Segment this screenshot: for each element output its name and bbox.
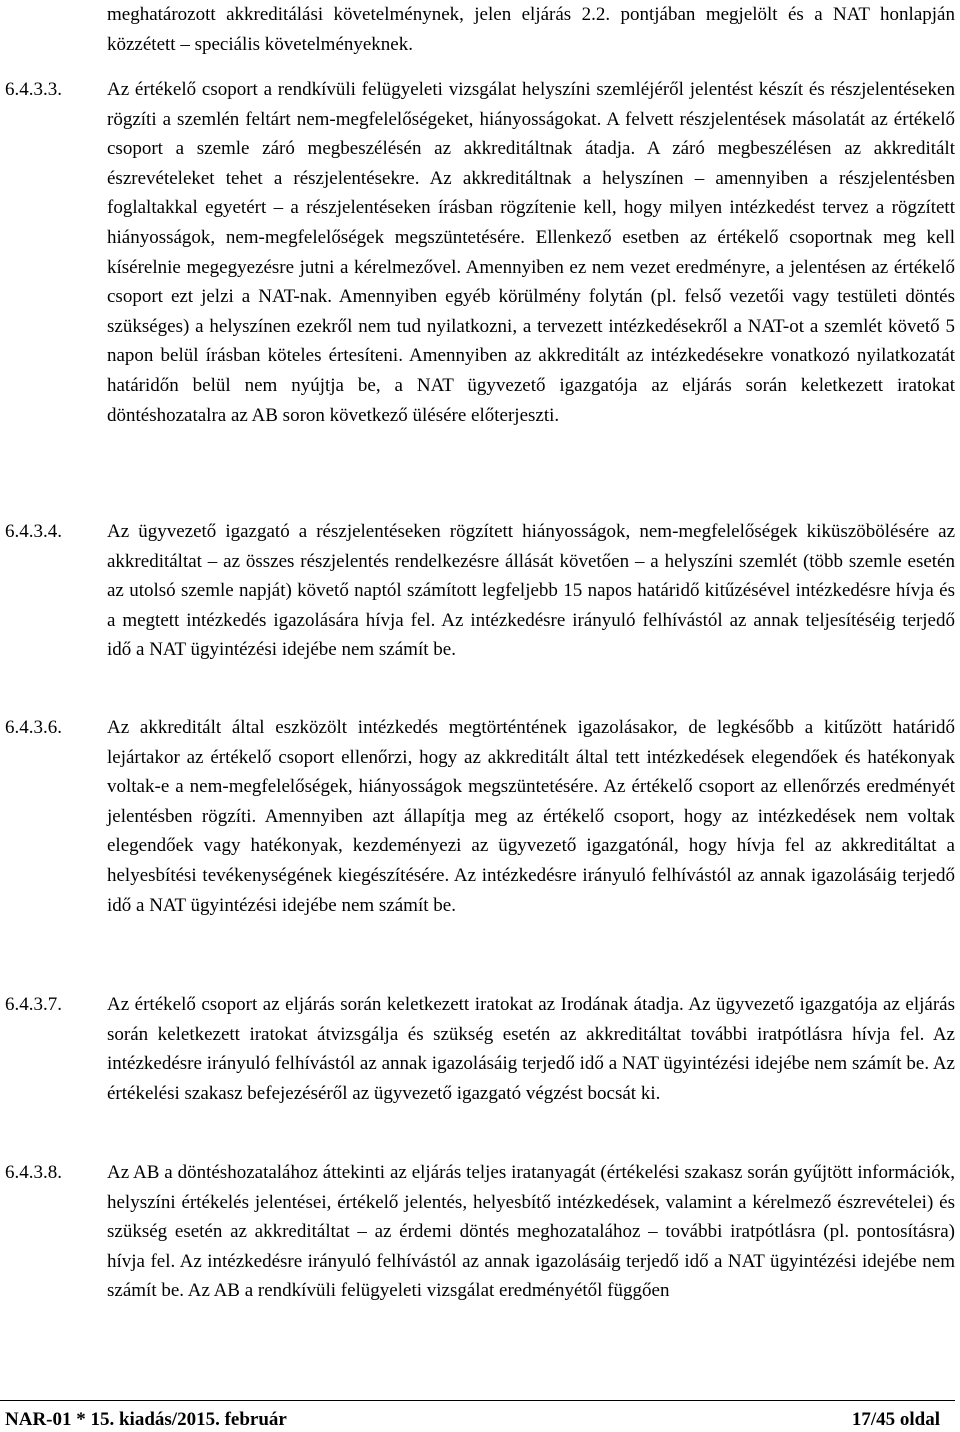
section-text: Az ügyvezető igazgató a részjelentéseken rögzített hiányosságok, nem-megfelelőségek kiküszöbölésére az akkreditáltat – az összes részjelentés rendelkezésre állását követően – a helyszíni szemlét (több szemle esetén az utolsó szemle napját) követő naptól számított legfeljebb 15 napos határidő kitűzésével intézkedésre hívja és a megtett intézkedés igazolására hívja fel. Az intézkedésre irányuló felhívástól az annak teljesítéséig terjedő idő a NAT ügyintézési idejébe nem számít be. [107,521,955,661]
footer-divider [0,1400,955,1401]
section-text: Az értékelő csoport a rendkívüli felügyeleti vizsgálat helyszíni szemléjéről jelentést készít és részjelentéseken rögzíti a szemlén feltárt nem-megfelelőségeket, hiányosságokat. A felvett részjelentések másolatát az értékelő csoport a szemle záró megbeszélésén az akkreditáltnak átadja. A záró megbeszélésen az akkreditált észrevételeket tehet a részjelentésekre. Az akkreditáltnak a helyszínen – amennyiben a részjelentésben foglaltakkal egyetért – a részjelentéseken írásban rögzítenie kell, hogy milyen intézkedést tervez a rögzített hiányosságok, nem-megfelelőségek megszüntetésére. Ellenkező esetben az értékelő csoportnak meg kell kísérelnie megegyezésre jutni a kérelmezővel. Amennyiben ez nem vezet eredményre, a jelentésen az értékelő csoport ezt jelzi a NAT-nak. Amennyiben egyéb körülmény folytán (pl. felső vezetői vagy testületi döntés szükséges) a helyszínen ezekről nem tud nyilatkozni, a tervezett intézkedésekről a NAT-ot a szemlét követő 5 napon belül írásban köteles értesíteni. Amennyiben az akkreditált az intézkedésekre vonatkozó nyilatkozatát határidőn belül nem nyújtja be, a NAT ügyvezető igazgatója az eljárás során keletkezett iratokat döntéshozatalra az AB soron következő ülésére előterjeszti. [107,79,955,426]
footer-document-id: NAR-01 * 15. kiadás/2015. február [5,1409,287,1430]
section-number: 6.4.3.7. [5,994,62,1015]
section-text: Az akkreditált által eszközölt intézkedés megtörténtének igazolásakor, de legkésőbb a kitűzött határidő lejártakor az értékelő csoport ellenőrzi, hogy az akkreditált által tett intézkedések elegendőek és hatékonyak voltak-e a nem-megfelelőségek, hiányosságok megszüntetésére. Az értékelő csoport az ellenőrzés eredményét jelentésben rögzíti. Amennyiben azt állapítja meg az értékelő csoport, hogy az intézkedések nem voltak elegendőek vagy hatékonyak, kezdeményezi az ügyvezető igazgatónál, hogy hívja fel az akkreditáltat a helyesbítési tevékenységének kiegészítésére. Az intézkedésre irányuló felhívástól az annak igazolásáig terjedő idő a NAT ügyintézési idejébe nem számít be. [107,717,955,916]
section-number: 6.4.3.6. [5,717,62,738]
section-text: Az AB a döntéshozatalához áttekinti az eljárás teljes iratanyagát (értékelési szakasz során gyűjtött információk, helyszíni értékelés jelentései, értékelő jelentés, helyesbítő intézkedések, valamint a kérelmező észrevételei) és szükség esetén az akkreditáltat – az érdemi döntés meghozatalához – további iratpótlásra (pl. pontosításra) hívja fel. Az intézkedésre irányuló felhívástól az annak igazolásáig terjedő idő a NAT ügyintézési idejébe nem számít be. Az AB a rendkívüli felügyeleti vizsgálat eredményétől függően [107,1162,955,1302]
footer-page-number: 17/45 oldal [851,1409,940,1430]
section-number: 6.4.3.8. [5,1162,62,1183]
section-text: meghatározott akkreditálási követelménynek, jelen eljárás 2.2. pontjában megjelölt és a NAT honlapján közzétett – speciális követelményeknek. [107,4,955,55]
section-number: 6.4.3.4. [5,521,62,542]
section-text: Az értékelő csoport az eljárás során keletkezett iratokat az Irodának átadja. Az ügyvezető igazgatója az eljárás során keletkezett iratokat átvizsgálja és szükség esetén az akkreditáltat további iratpótlásra hívja fel. Az intézkedésre irányuló felhívástól az annak igazolásáig terjedő idő a NAT ügyintézési idejébe nem számít be. Az értékelési szakasz befejezéséről az ügyvezető igazgató végzést bocsát ki. [107,994,955,1104]
section-number: 6.4.3.3. [5,79,62,100]
